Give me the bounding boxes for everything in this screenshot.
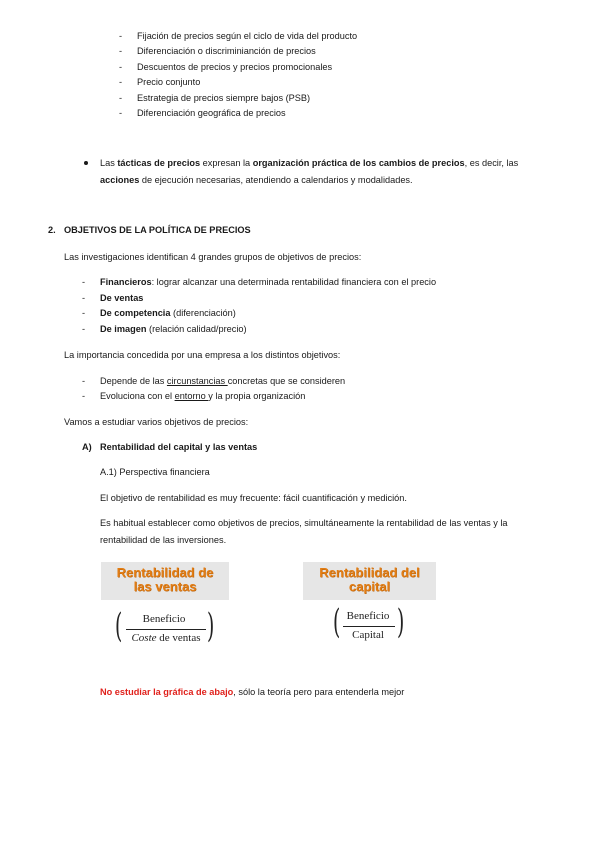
formula-title-box (303, 562, 436, 600)
text: y la propia organización (208, 391, 306, 401)
subsection-label: A) (82, 442, 92, 452)
underlined-text: circunstancias (166, 376, 228, 386)
bold-text: De ventas (100, 293, 144, 303)
italic-text: Coste (131, 632, 157, 644)
group-imagen (100, 324, 247, 334)
list-dash: - (82, 391, 86, 401)
left-paren-icon: ( (332, 602, 341, 642)
subsection-title: Rentabilidad del capital y las ventas (100, 442, 258, 452)
text: concretas que se consideren (227, 376, 346, 386)
text: Evoluciona con el (100, 391, 175, 401)
group-competencia (100, 308, 236, 318)
list-dash: - (119, 108, 123, 118)
fraction-denominator (124, 632, 208, 644)
list-dash: - (119, 93, 123, 103)
list-item: Descuentos de precios y precios promocionales (137, 62, 333, 72)
formula-title-line: capital (348, 579, 391, 594)
study-note (100, 687, 404, 697)
list-dash: - (119, 31, 123, 41)
right-paren-icon: ) (206, 606, 215, 646)
importance-item-1 (100, 376, 345, 386)
bold-text: De competencia (100, 308, 171, 318)
list-item: Precio conjunto (137, 77, 201, 87)
bold-text: acciones (100, 175, 140, 185)
paragraph-habitual-line-1: Es habitual establecer como objetivos de precios, simultáneamente la rentabilidad de las ventas y la (100, 518, 508, 528)
fraction-bar (126, 629, 206, 630)
formula-title-line: Rentabilidad del (319, 565, 420, 580)
list-item: Diferenciación o discriminianción de precios (137, 46, 316, 56)
fraction-numerator: Beneficio (346, 610, 390, 622)
importance-paragraph: La importancia concedida por una empresa a los distintos objetivos: (64, 350, 341, 360)
subsubsection-title: A.1) Perspectiva financiera (100, 467, 210, 477)
formula-title-box (101, 562, 229, 600)
list-dash: - (82, 376, 86, 386)
list-item: Estrategia de precios siempre bajos (PSB) (137, 93, 311, 103)
text: expresan la (200, 158, 253, 168)
bold-text: organización práctica de los cambios de precios (252, 158, 465, 168)
text: (diferenciación) (170, 308, 236, 318)
paragraph-habitual-line-2: rentabilidad de las inversiones. (100, 535, 227, 545)
list-item: Fijación de precios según el ciclo de vida del producto (137, 31, 358, 41)
warning-text: No estudiar la gráfica de abajo (100, 687, 234, 697)
fraction-bar (343, 626, 395, 627)
list-dash: - (82, 324, 86, 334)
list-dash: - (82, 293, 86, 303)
text: Depende de las (100, 376, 167, 386)
intro-paragraph: Las investigaciones identifican 4 grandes grupos de objetivos de precios: (64, 252, 362, 262)
list-dash: - (119, 46, 123, 56)
group-financieros (100, 277, 436, 287)
study-paragraph: Vamos a estudiar varios objetivos de precios: (64, 417, 249, 427)
formula-title-line: Rentabilidad de (116, 565, 214, 580)
paragraph-rentabilidad: El objetivo de rentabilidad es muy frecuente: fácil cuantificación y medición. (100, 493, 407, 503)
formula-title-line: las ventas (133, 579, 197, 594)
text: (relación calidad/precio) (146, 324, 247, 334)
underlined-text: entorno (174, 391, 209, 401)
text: de ejecución necesarias, atendiendo a calendarios y modalidades. (139, 175, 413, 185)
section-number: 2. (48, 225, 56, 235)
text: : lograr alcanzar una determinada rentabilidad financiera con el precio (151, 277, 437, 287)
fraction-numerator: Beneficio (142, 613, 186, 625)
text: de ventas (156, 632, 201, 644)
list-dash: - (119, 77, 123, 87)
bold-text: De imagen (100, 324, 147, 334)
text: Las (100, 158, 118, 168)
right-paren-icon: ) (396, 602, 405, 642)
text: , es decir, las (464, 158, 519, 168)
tacticas-line-1 (100, 158, 518, 168)
section-title: OBJETIVOS DE LA POLÍTICA DE PRECIOS (64, 225, 251, 235)
left-paren-icon: ( (114, 606, 123, 646)
list-item: Diferenciación geográfica de precios (137, 108, 286, 118)
bold-text: tácticas de precios (117, 158, 201, 168)
tacticas-line-2 (100, 175, 413, 185)
bullet-icon (84, 161, 88, 165)
fraction-denominator: Capital (352, 629, 384, 641)
text: , sólo la teoría pero para entenderla mejor (233, 687, 405, 697)
bold-text: Financieros (100, 277, 152, 287)
group-ventas (100, 293, 143, 303)
list-dash: - (119, 62, 123, 72)
importance-item-2 (100, 391, 305, 401)
list-dash: - (82, 277, 86, 287)
list-dash: - (82, 308, 86, 318)
